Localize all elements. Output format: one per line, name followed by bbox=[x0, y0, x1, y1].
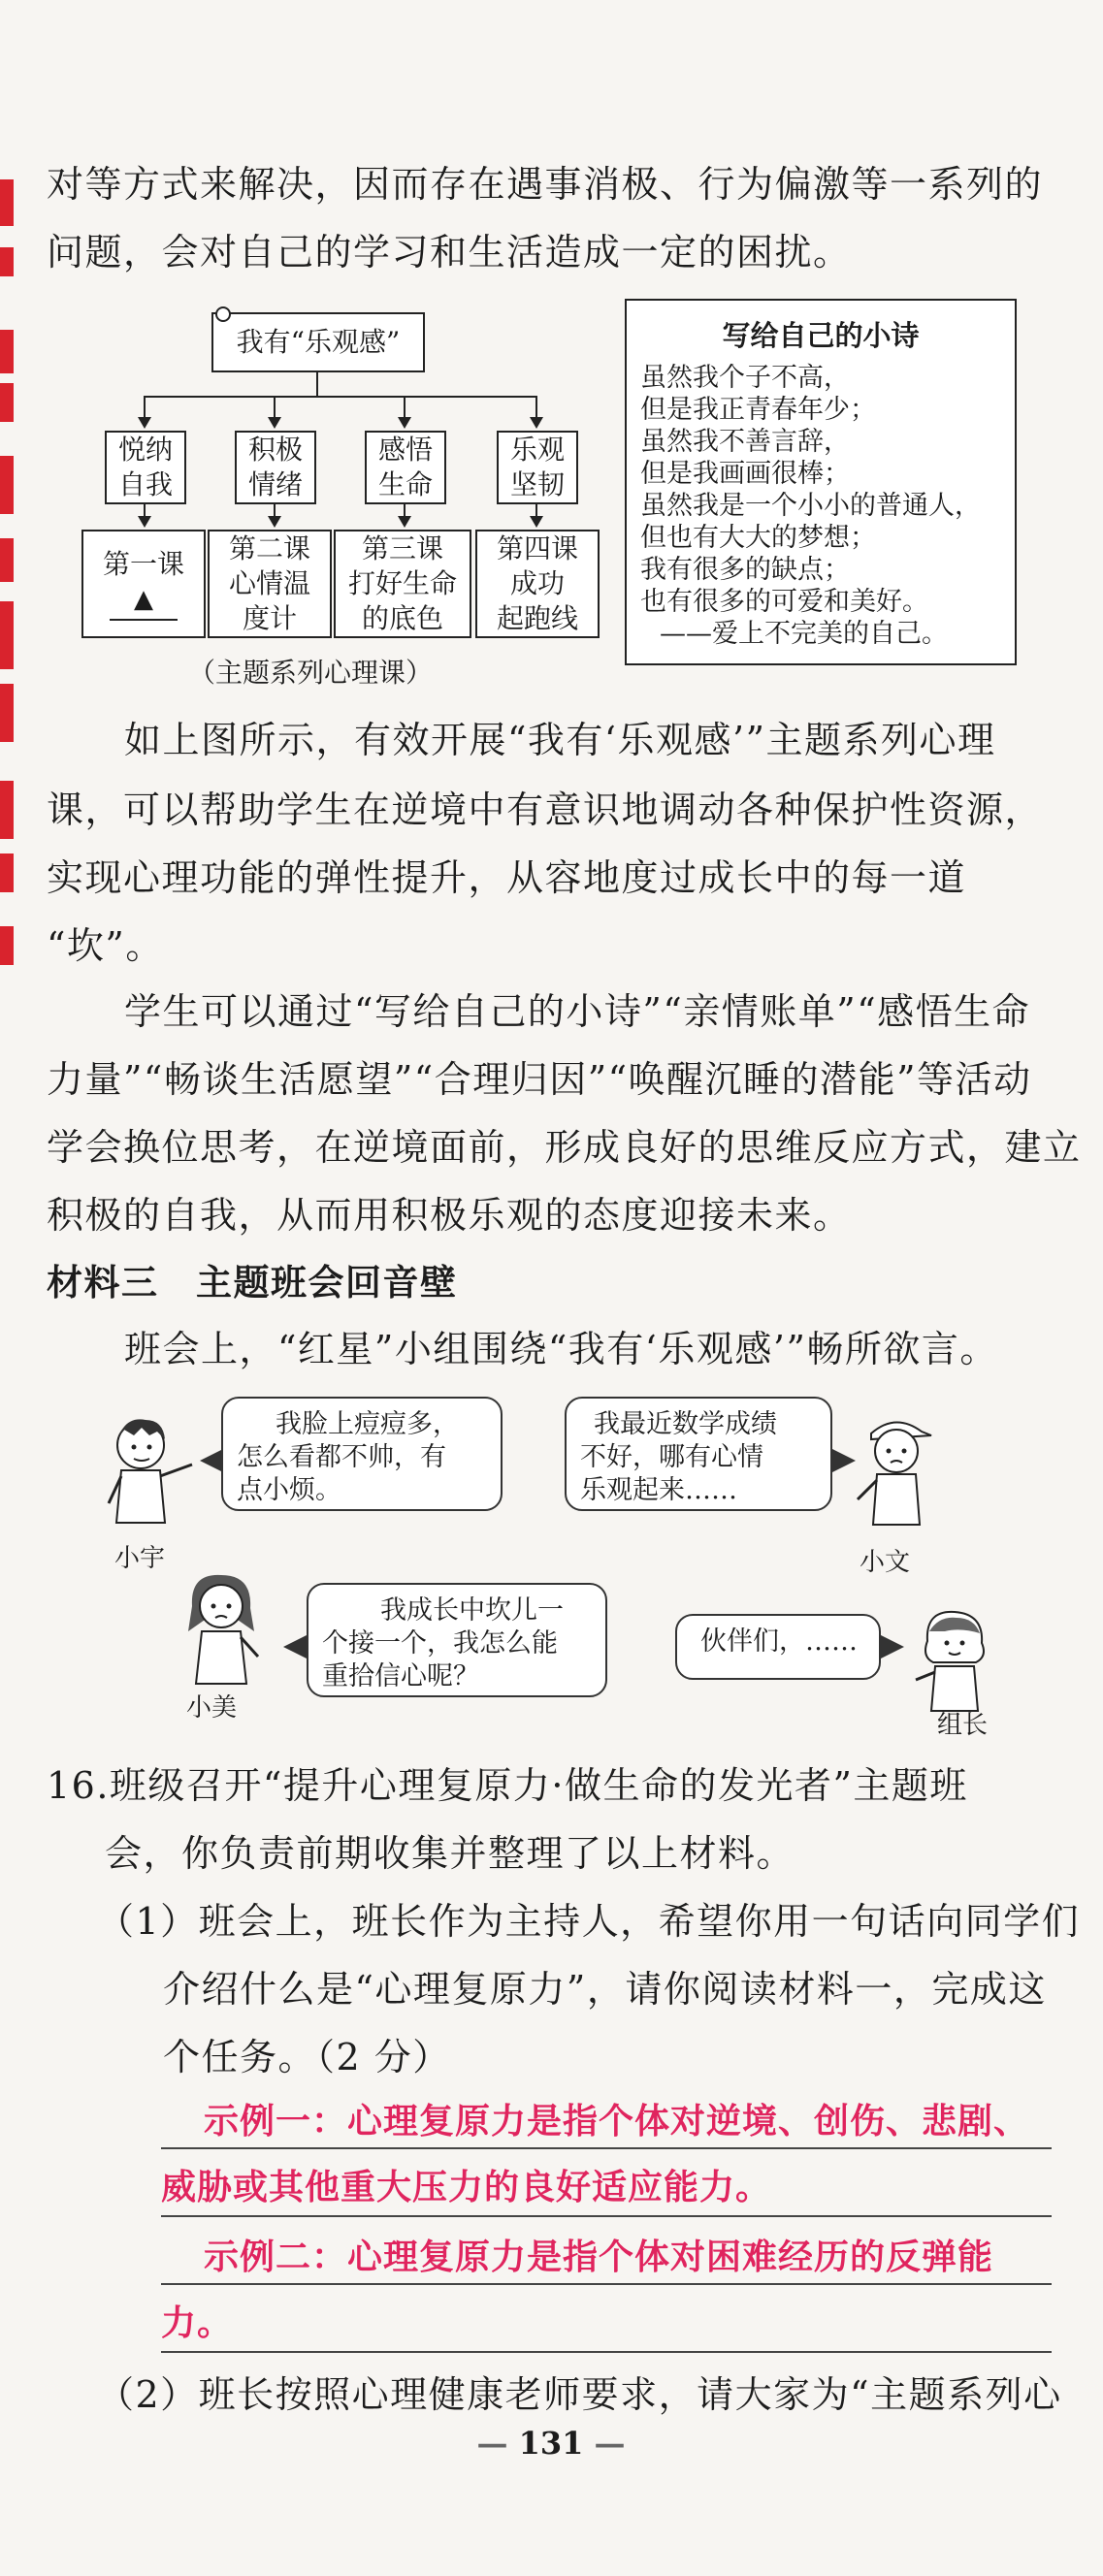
theme-box: 积极 情绪 bbox=[235, 431, 316, 504]
poem-line: 但是我正青春年少； bbox=[640, 395, 876, 425]
poem-title: 写给自己的小诗 bbox=[722, 319, 920, 352]
poem-line: 虽然我个子不高， bbox=[640, 363, 850, 393]
diagram-top-text: 我有“乐观感” bbox=[236, 326, 401, 358]
lesson-box: 第一课 ▲ bbox=[81, 530, 206, 638]
poem-line: ——爱上不完美的自己。 bbox=[660, 619, 948, 649]
sub-question-1: （1）班会上，班长作为主持人，希望你用一句话向同学们 bbox=[97, 1900, 1081, 1943]
speech-bubble: 伙伴们，…… bbox=[675, 1614, 881, 1680]
poem-line: 但也有大大的梦想； bbox=[640, 523, 876, 553]
para1-line: 课，可以帮助学生在逆境中有意识地调动各种保护性资源， bbox=[47, 789, 1044, 831]
material3-heading: 材料三 主题班会回音壁 bbox=[47, 1262, 458, 1304]
poem-line: 虽然我不善言辞， bbox=[640, 427, 850, 457]
page-number-value: 131 bbox=[518, 2425, 584, 2462]
sub-question-1-cont: 个任务。（2 分） bbox=[163, 2036, 451, 2078]
speech-bubble: 我最近数学成绩 不好，哪有心情 乐观起来…… bbox=[565, 1397, 832, 1511]
theme-box: 感悟 生命 bbox=[365, 431, 446, 504]
answer-line bbox=[161, 2147, 1052, 2149]
speaker-name: 小宇 bbox=[114, 1544, 166, 1573]
para2-line: 学会换位思考，在逆境面前，形成良好的思维反应方式，建立 bbox=[47, 1126, 1082, 1169]
poem-box bbox=[625, 299, 1017, 665]
margin-mark bbox=[0, 456, 14, 514]
margin-mark bbox=[0, 781, 14, 839]
theme-box: 悦纳 自我 bbox=[105, 431, 186, 504]
margin-mark bbox=[0, 538, 14, 582]
answer-example-2-cont: 力。 bbox=[161, 2303, 234, 2343]
margin-mark bbox=[0, 330, 14, 373]
sub-question-2: （2）班长按照心理健康老师要求，请大家为“主题系列心 bbox=[97, 2373, 1062, 2416]
margin-mark bbox=[0, 383, 14, 422]
theme-box: 乐观 坚韧 bbox=[497, 431, 578, 504]
answer-line bbox=[161, 2351, 1052, 2353]
speech-bubble: 我脸上痘痘多， 怎么看都不帅，有 点小烦。 bbox=[221, 1397, 503, 1511]
poem-line: 虽然我是一个小小的普通人， bbox=[640, 491, 981, 521]
girl-xiaomei-illustration bbox=[171, 1563, 277, 1699]
speech-bubble: 我成长中坎儿一 个接一个，我怎么能 重拾信心呢？ bbox=[307, 1583, 607, 1697]
sub-question-1-cont: 介绍什么是“心理复原力”，请你阅读材料一，完成这 bbox=[163, 1968, 1047, 2011]
speaker-name: 小美 bbox=[186, 1693, 238, 1723]
poem-line: 但是我画画很棒； bbox=[640, 459, 850, 489]
speaker-name: 组长 bbox=[937, 1711, 989, 1740]
answer-line bbox=[161, 2283, 1052, 2285]
para2-line: 积极的自我，从而用积极乐观的态度迎接未来。 bbox=[47, 1194, 852, 1237]
intro-line: 问题，会对自己的学习和生活造成一定的困扰。 bbox=[47, 231, 852, 274]
margin-mark bbox=[0, 179, 14, 226]
lesson-box: 第三课 打好生命 的底色 bbox=[334, 530, 471, 638]
intro-line: 对等方式来解决，因而存在遇事消极、行为偏激等一系列的 bbox=[47, 163, 1044, 206]
girl-leader-illustration bbox=[900, 1602, 1007, 1719]
material3-intro: 班会上，“红星”小组围绕“我有‘乐观感’”畅所欲言。 bbox=[124, 1328, 998, 1370]
margin-mark bbox=[0, 247, 14, 276]
diagram-top-circle bbox=[215, 306, 231, 322]
diagram-caption: （主题系列心理课） bbox=[188, 657, 434, 689]
answer-example-1: 示例一：心理复原力是指个体对逆境、创伤、悲剧、 bbox=[204, 2102, 1030, 2141]
poem-line: 也有很多的可爱和美好。 bbox=[640, 587, 928, 617]
margin-mark bbox=[0, 926, 14, 965]
diagram-top-box bbox=[211, 312, 425, 372]
para1-line: “坎”。 bbox=[47, 924, 164, 967]
para2-line: 学生可以通过“写给自己的小诗”“亲情账单”“感悟生命 bbox=[124, 990, 1031, 1033]
margin-mark bbox=[0, 684, 14, 742]
lesson-box: 第四课 成功 起跑线 bbox=[475, 530, 600, 638]
margin-mark bbox=[0, 853, 14, 892]
boy-xiaowen-illustration bbox=[842, 1406, 949, 1542]
question-16: 16.班级召开“提升心理复原力·做生命的发光者”主题班 bbox=[47, 1764, 968, 1807]
speaker-name: 小文 bbox=[860, 1548, 911, 1577]
answer-example-1-cont: 威胁或其他重大压力的良好适应能力。 bbox=[161, 2168, 772, 2207]
answer-line bbox=[161, 2215, 1052, 2217]
para1-line: 实现心理功能的弹性提升，从容地度过成长中的每一道 bbox=[47, 856, 967, 899]
para2-line: 力量”“畅谈生活愿望”“合理归因”“唤醒沉睡的潜能”等活动 bbox=[47, 1058, 1032, 1101]
para1-line: 如上图所示，有效开展“我有‘乐观感’”主题系列心理 bbox=[124, 719, 996, 761]
boy-xiaoyu-illustration bbox=[97, 1406, 204, 1542]
lesson-box: 第二课 心情温 度计 bbox=[208, 530, 332, 638]
answer-example-2: 示例二：心理复原力是指个体对困难经历的反弹能 bbox=[204, 2238, 994, 2277]
margin-mark bbox=[0, 601, 14, 669]
poem-line: 我有很多的缺点； bbox=[640, 555, 850, 585]
page-number: — 131 — bbox=[476, 2425, 626, 2462]
question-16-cont: 会，你负责前期收集并整理了以上材料。 bbox=[105, 1832, 795, 1875]
